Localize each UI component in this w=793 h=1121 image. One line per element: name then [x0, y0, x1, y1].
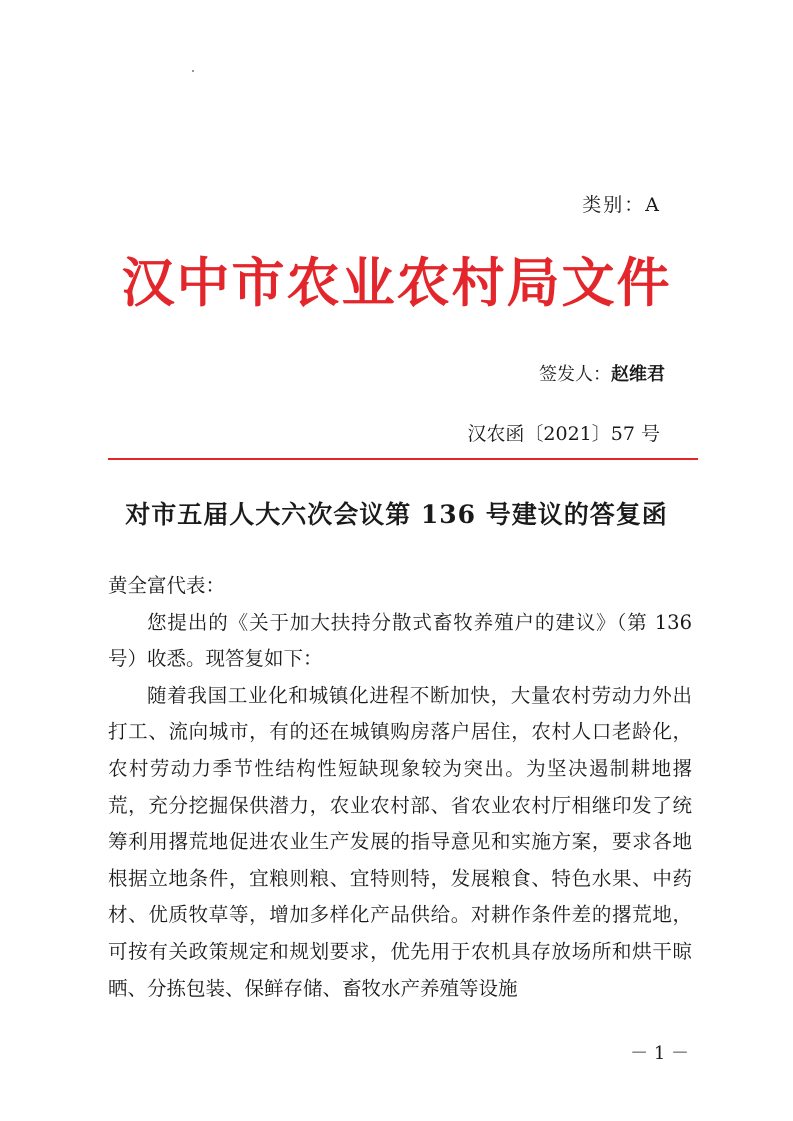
issuing-organization-header: 汉中市农业农村局文件 [121, 253, 672, 314]
document-body [108, 568, 692, 1007]
salutation: 黄全富代表： [108, 574, 226, 597]
red-separator-line [108, 458, 698, 460]
body-paragraph: 随着我国工业化和城镇化进程不断加快，大量农村劳动力外出打工、流向城市，有的还在城镇购房落户居住，农村人口老龄化，农村劳动力季节性结构性短缺现象较为突出。为坚决遏制耕地撂荒，充分挖掘保供潜力，农业农村部、省农业农村厅相继印发了统筹利用撂荒地促进农业生产发展的指导意见和实施方案，要求各地根据立地条件，宜粮则粮、宜特则特，发展粮食、特色水果、中药材、优质牧草等，增加多样化产品供给。对耕作条件差的撂荒地，可按有关政策规定和规划要求，优先用于农机具存放场所和烘干晾晒、分拣包装、保鲜存储、畜牧水产养殖等设施 [108, 683, 692, 1000]
signer-name: 赵维君 [611, 364, 665, 385]
document-number: 汉农函〔2021〕57 号 [467, 423, 660, 445]
scan-speck [192, 70, 194, 72]
body-paragraph: 您提出的《关于加大扶持分散式畜牧养殖户的建议》（第 136 号）收悉。现答复如下： [108, 610, 692, 671]
document-title: 对市五届人大六次会议第 136 号建议的答复函 [125, 500, 668, 529]
document-category: 类别：A [582, 194, 661, 216]
signer-label: 签发人： [539, 364, 611, 385]
page-number: － 1 － [630, 1043, 689, 1064]
signer-line [539, 360, 665, 386]
